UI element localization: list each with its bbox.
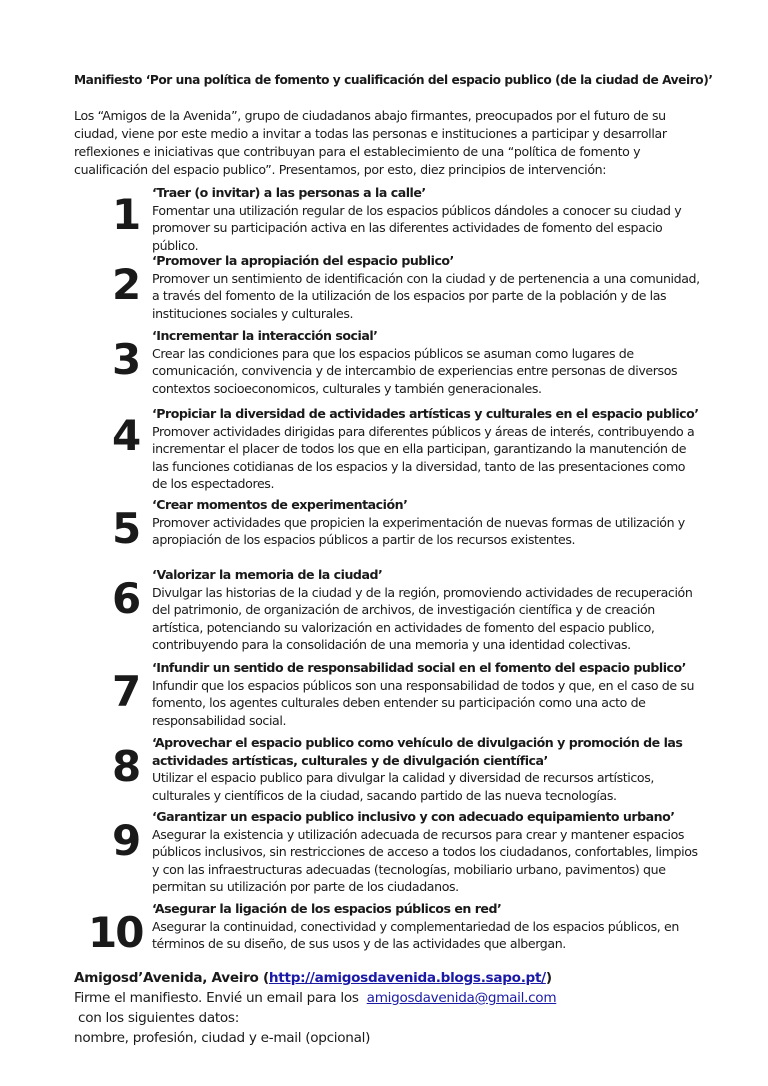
principle-number: 6 (112, 574, 140, 623)
principle-text (152, 252, 700, 322)
principle-number: 8 (112, 742, 140, 791)
principle-body: Promover actividades que propicien la experimentación de nuevas formas de utilización y apropiación de los espacios públicos a partir de los recursos existentes. (152, 514, 685, 548)
principle-heading: ‘Asegurar la ligación de los espacios públicos en red’ (152, 901, 502, 916)
principle-number: 7 (112, 667, 140, 716)
instructions-text: Firme el manifiesto. Envié un email para los (74, 990, 367, 1006)
principle-text (152, 900, 700, 953)
principle-heading: ‘Promover la apropiación del espacio publico’ (152, 253, 454, 268)
principle-number: 3 (112, 335, 140, 384)
intro-paragraph: Los “Amigos de la Avenida”, grupo de ciudadanos abajo firmantes, preocupados por el futuro de su ciudad, viene por este medio a invitar a todas las personas e instituciones a participar y desarrollar reflexiones e iniciativas que contribuyan para el establecimiento de una “política de fomento y cualificación del espacio publico”. Presentamos, por esto, diez principios de intervención: (74, 108, 667, 177)
principle-number: 1 (112, 190, 140, 239)
principle-heading: ‘Valorizar la memoria de la ciudad’ (152, 567, 383, 582)
signature-end: ) (545, 970, 552, 986)
principle-body: Fomentar una utilización regular de los espacios públicos dándoles a conocer su ciudad y promover su participación activa en las diferentes actividades de fomento del espacio público. (152, 202, 682, 253)
principle-text (152, 659, 700, 729)
principle-text (152, 734, 700, 804)
principle-heading: ‘Aprovechar el espacio publico como vehículo de divulgación y promoción de las actividades artísticas, culturales y de divulgación científica’ (152, 735, 683, 768)
principle-text (152, 496, 700, 549)
principle-text (152, 808, 700, 896)
principle-number: 5 (112, 504, 140, 553)
principle-heading: ‘Incrementar la interacción social’ (152, 328, 378, 343)
principle-number: 4 (112, 411, 140, 460)
blog-link[interactable]: http://amigosdavenida.blogs.sapo.pt/ (268, 970, 546, 986)
sign-instructions (74, 988, 714, 1028)
principle-heading: ‘Garantizar un espacio publico inclusivo y con adecuado equipamiento urbano’ (152, 809, 675, 824)
signature-line (74, 968, 714, 988)
principle-body: Divulgar las historias de la ciudad y de la región, promoviendo actividades de recuperación del patrimonio, de organización de archivos, de investigación científica y de creación artística, potenciando su valorización en actividades de fomento del espacio publico, contribuyendo para la consolidación de una memoria y una identidad colectivas. (152, 584, 693, 653)
principle-text (152, 184, 700, 254)
instructions-text-end: con los siguientes datos: (74, 1010, 239, 1026)
principle-body: Promover actividades dirigidas para diferentes públicos y áreas de interés, contribuyendo a incrementar el placer de todos los que en ella participan, garantizando la manutención de las funciones cotidianas de los espacios y la diversidad, tanto de las presentaciones como de los espectadores. (152, 423, 695, 492)
principle-body: Promover un sentimiento de identificación con la ciudad y de pertenencia a una comunidad, a través del fomento de la utilización de los espacios por parte de la población y de las instituciones sociales y culturales. (152, 270, 700, 321)
principle-heading: ‘Propiciar la diversidad de actividades artísticas y culturales en el espacio publico’ (152, 406, 699, 421)
principle-number: 10 (88, 908, 143, 957)
required-data: nombre, profesión, ciudad y e-mail (opcional) (74, 1030, 371, 1046)
principle-text (152, 405, 700, 493)
principle-heading: ‘Infundir un sentido de responsabilidad social en el fomento del espacio publico’ (152, 660, 686, 675)
principle-body: Utilizar el espacio publico para divulgar la calidad y diversidad de recursos artísticos, culturales y científicos de la ciudad, sacando partido de las nueva tecnologías. (152, 770, 654, 803)
principle-body: Asegurar la existencia y utilización adecuada de recursos para crear y mantener espacios públicos inclusivos, sin restricciones de acceso a todos los ciudadanos, confortables, limpios y con las infraestructuras adecuadas (tecnologías, mobiliario urbano, pavimentos) que permitan su utilización por parte de los ciudadanos. (152, 826, 698, 895)
principle-body: Infundir que los espacios públicos son una responsabilidad de todos y que, en el caso de su fomento, los agentes culturales deben entender su participación como una acto de responsabilidad social. (152, 677, 695, 728)
principle-number: 2 (112, 260, 140, 309)
email-link[interactable]: amigosdavenida@gmail.com (366, 990, 557, 1006)
principle-body: Asegurar la continuidad, conectividad y complementariedad de los espacios públicos, en términos de su diseño, de sus usos y de las actividades que albergan. (152, 918, 679, 952)
principle-text (152, 566, 700, 654)
principle-heading: ‘Traer (o invitar) a las personas a la calle’ (152, 185, 426, 200)
principle-text (152, 327, 700, 397)
principle-number: 9 (112, 816, 140, 865)
document-title: Manifiesto ‘Por una política de fomento y cualificación del espacio publico (de la ciudad de Aveiro)’ (74, 73, 713, 87)
footer (74, 968, 714, 1048)
principle-body: Crear las condiciones para que los espacios públicos se asuman como lugares de comunicación, convivencia y de intercambio de experiencias entre personas de diversos contextos socioeconomicos, culturales y también generacionales. (152, 345, 678, 396)
signature: Amigosd’Avenida, Aveiro ( (74, 970, 269, 986)
principle-heading: ‘Crear momentos de experimentación’ (152, 497, 408, 512)
